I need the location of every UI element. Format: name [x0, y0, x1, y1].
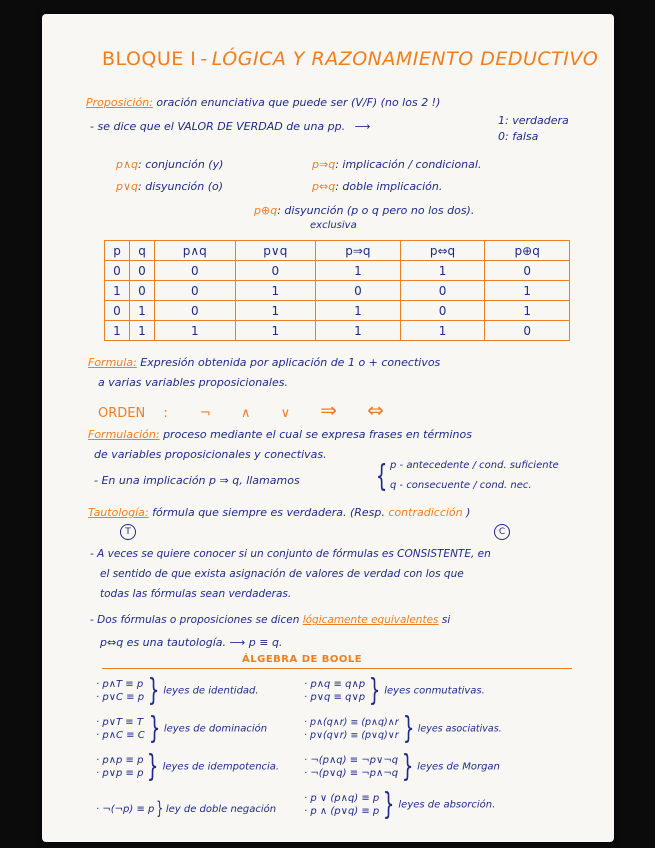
- formula-def: Expresión obtenida por aplicación de 1 o + conectivos: [140, 356, 441, 369]
- boole-right-group-morgan: [304, 749, 500, 784]
- formula-def-2: a varias variables proposicionales.: [98, 376, 288, 389]
- orden-op-iff: ⇔: [367, 398, 384, 422]
- xor-symbol: p⊕q: [254, 204, 278, 217]
- orden-label: ORDEN: [98, 406, 146, 421]
- boole-law-name: leyes de dominación: [163, 723, 268, 735]
- boole-eq: · p∨q ≡ q∨p: [304, 692, 366, 703]
- implicacion-symbol: p⇒q: [312, 158, 336, 171]
- curly-brace-icon: }: [148, 711, 161, 746]
- formula-term: Formula:: [88, 356, 137, 369]
- doble-implicacion-symbol: p⇔q: [312, 180, 336, 193]
- curly-brace-icon: }: [147, 749, 159, 784]
- boole-law-name: leyes de idempotencia.: [162, 761, 280, 773]
- consistente-line-1: - A veces se quiere conocer si un conjunto de fórmulas es CONSISTENTE, en: [90, 548, 491, 560]
- boole-right-group-conmutativas: [304, 673, 485, 708]
- arrows-glyph: ⟶: [354, 120, 371, 133]
- table-cell: 0: [155, 261, 236, 281]
- boole-law-name: leyes asociativas.: [417, 723, 502, 735]
- title-bloque: BLOQUE I: [102, 48, 197, 70]
- formulacion-term: Formulación:: [88, 428, 160, 441]
- table-cell: 0: [485, 321, 570, 341]
- tautologia-symbol-icon: T: [120, 524, 136, 540]
- contradiccion-symbol-icon: C: [494, 524, 510, 540]
- table-cell: 1: [485, 301, 570, 321]
- table-cell: 0: [235, 261, 316, 281]
- orden-op-or: ∨: [280, 406, 291, 421]
- doble-implicacion-text: : doble implicación.: [335, 180, 443, 193]
- conjuncion-text: : conjunción (y): [138, 158, 224, 171]
- tautologia-term: Tautología:: [88, 506, 149, 519]
- boole-eq: · p∨T ≡ T: [96, 717, 143, 728]
- curly-brace-icon: }: [156, 798, 164, 819]
- boole-eq: · ¬(¬p) ≡ p: [96, 804, 155, 815]
- table-cell: 1: [235, 301, 316, 321]
- table-cell: 0: [485, 261, 570, 281]
- table-cell: 1: [155, 321, 236, 341]
- notebook-page: [42, 14, 614, 842]
- table-cell: 1: [400, 261, 485, 281]
- table-cell: 0: [155, 301, 236, 321]
- table-cell: 0: [130, 261, 155, 281]
- curly-brace-icon: }: [147, 673, 160, 708]
- boole-eq: · p∧q ≡ q∧p: [304, 679, 366, 690]
- boole-right-group-asociativas: [304, 711, 502, 746]
- header-q: q: [130, 241, 155, 261]
- table-cell: 0: [105, 301, 130, 321]
- boole-eq: · p∨C ≡ p: [96, 692, 145, 703]
- conectivo-conjuncion: [116, 158, 223, 171]
- conectivo-doble-implicacion: [312, 180, 442, 193]
- proposicion-def: oración enunciativa que puede ser (V/F) (no los 2 !): [156, 96, 441, 109]
- curly-brace-icon: {: [375, 459, 388, 494]
- boole-eq: · p∧C ≡ C: [96, 730, 145, 741]
- curly-brace-icon: }: [402, 711, 414, 746]
- tautologia-line: [88, 506, 470, 519]
- boole-heading: ÁLGEBRA DE BOOLE: [242, 654, 363, 665]
- consecuente-label: q - consecuente / cond. nec.: [390, 480, 532, 491]
- header-p: p: [105, 241, 130, 261]
- boole-eq: · p∧T ≡ p: [96, 679, 144, 690]
- conectivo-xor: [254, 204, 474, 217]
- boole-eq: · p∧(q∧r) ≡ (p∧q)∧r: [304, 717, 399, 728]
- contradiccion-term: contradicción: [388, 506, 463, 519]
- equivalentes-line-1: [90, 614, 450, 626]
- table-row: [105, 281, 570, 301]
- boole-eq: · ¬(p∧q) ≡ ¬p∨¬q: [304, 755, 399, 766]
- boole-right-group-absorcion: [304, 787, 496, 822]
- table-cell: 1: [235, 321, 316, 341]
- consistente-line-2: el sentido de que exista asignación de valores de verdad con los que: [100, 568, 464, 580]
- xor-text: : disyunción (p o q pero no los dos).: [277, 204, 475, 217]
- boole-eq: · ¬(p∨q) ≡ ¬p∧¬q: [304, 768, 399, 779]
- boole-law-name: leyes de Morgan: [417, 761, 500, 773]
- implicacion-text: : implicación / condicional.: [335, 158, 482, 171]
- table-cell: 1: [105, 321, 130, 341]
- proposicion-line: [86, 96, 440, 109]
- table-cell: 1: [105, 281, 130, 301]
- table-row: [105, 321, 570, 341]
- boole-eq: · p∧p ≡ p: [96, 755, 144, 766]
- boole-left-group-dominacion: [96, 711, 268, 746]
- boole-eq: · p∨(q∨r) ≡ (p∨q)∨r: [304, 730, 399, 741]
- orden-op-implies: ⇒: [320, 398, 338, 422]
- truth-table-header: [105, 241, 570, 261]
- orden-line: [98, 398, 384, 422]
- table-cell: 1: [485, 281, 570, 301]
- title-name: LÓGICA Y RAZONAMIENTO DEDUCTIVO: [211, 48, 599, 70]
- boole-eq: · p ∧ (p∨q) ≡ p: [304, 806, 380, 817]
- formulacion-def-2: de variables proposicionales y conectivas.: [94, 448, 327, 461]
- boole-divider: [102, 668, 572, 669]
- boole-left-group-doble-negacion: [96, 794, 276, 824]
- boole-law-name: leyes de absorción.: [398, 799, 496, 811]
- tautologia-close: ): [466, 506, 471, 519]
- table-cell: 0: [105, 261, 130, 281]
- conjuncion-symbol: p∧q: [116, 158, 139, 171]
- header-xor: p⊕q: [485, 241, 570, 261]
- table-cell: 1: [400, 321, 485, 341]
- table-cell: 1: [316, 321, 401, 341]
- equivalentes-term: lógicamente equivalentes: [302, 614, 439, 626]
- disyuncion-text: : disyunción (o): [138, 180, 224, 193]
- formulacion-def: proceso mediante el cual se expresa frases en términos: [163, 428, 472, 441]
- valor-verdad-line: [90, 120, 370, 133]
- page-title: [102, 48, 598, 70]
- falsa-label: 0: falsa: [498, 130, 539, 143]
- title-dash: -: [200, 48, 208, 70]
- antecedente-label: p - antecedente / cond. suficiente: [390, 460, 559, 471]
- table-cell: 1: [316, 301, 401, 321]
- formulacion-line: [88, 428, 472, 441]
- boole-left-group-idempotencia: [96, 749, 280, 784]
- implicacion-brace-group: [372, 459, 391, 494]
- consistente-line-3: todas las fórmulas sean verdaderas.: [100, 588, 292, 600]
- verdadera-label: 1: verdadera: [498, 114, 569, 127]
- valor-verdad-text: - se dice que el VALOR DE VERDAD de una pp.: [90, 120, 346, 133]
- boole-eq: · p ∨ (p∧q) ≡ p: [304, 793, 380, 804]
- table-cell: 1: [130, 301, 155, 321]
- truth-table: [104, 240, 570, 341]
- header-disyuncion: p∨q: [235, 241, 316, 261]
- orden-op-not: ¬: [199, 406, 211, 421]
- conectivo-implicacion: [312, 158, 481, 171]
- header-implicacion: p⇒q: [316, 241, 401, 261]
- tautologia-resp: (Resp.: [349, 506, 385, 519]
- disyuncion-symbol: p∨q: [116, 180, 139, 193]
- table-row: [105, 301, 570, 321]
- table-row: [105, 261, 570, 281]
- equivalentes-line-2: p⇔q es una tautología. ⟶ p ≡ q.: [100, 636, 283, 649]
- table-cell: 1: [235, 281, 316, 301]
- formula-line: [88, 356, 440, 369]
- curly-brace-icon: }: [368, 673, 381, 708]
- table-cell: 0: [316, 281, 401, 301]
- implicacion-llamamos: - En una implicación p ⇒ q, llamamos: [94, 474, 300, 487]
- curly-brace-icon: }: [383, 787, 395, 822]
- table-cell: 0: [130, 281, 155, 301]
- orden-colon: :: [163, 406, 168, 421]
- xor-exclusiva-note: exclusiva: [310, 220, 357, 231]
- equivalentes-si: si: [441, 614, 451, 626]
- boole-law-name: leyes de identidad.: [163, 685, 259, 697]
- table-cell: 1: [316, 261, 401, 281]
- curly-brace-icon: }: [401, 749, 414, 784]
- boole-law-name: ley de doble negación: [165, 804, 277, 815]
- orden-op-and: ∧: [240, 406, 251, 421]
- boole-eq: · p∨p ≡ p: [96, 768, 144, 779]
- table-cell: 0: [400, 281, 485, 301]
- proposicion-term: Proposición:: [86, 96, 153, 109]
- conectivo-disyuncion: [116, 180, 223, 193]
- header-conjuncion: p∧q: [155, 241, 236, 261]
- tautologia-def: fórmula que siempre es verdadera.: [152, 506, 347, 519]
- boole-law-name: leyes conmutativas.: [384, 685, 485, 697]
- boole-left-group-identidad: [96, 673, 259, 708]
- table-cell: 0: [400, 301, 485, 321]
- header-doble-implicacion: p⇔q: [400, 241, 485, 261]
- table-cell: 0: [155, 281, 236, 301]
- equivalentes-text: - Dos fórmulas o proposiciones se dicen: [90, 614, 300, 626]
- table-cell: 1: [130, 321, 155, 341]
